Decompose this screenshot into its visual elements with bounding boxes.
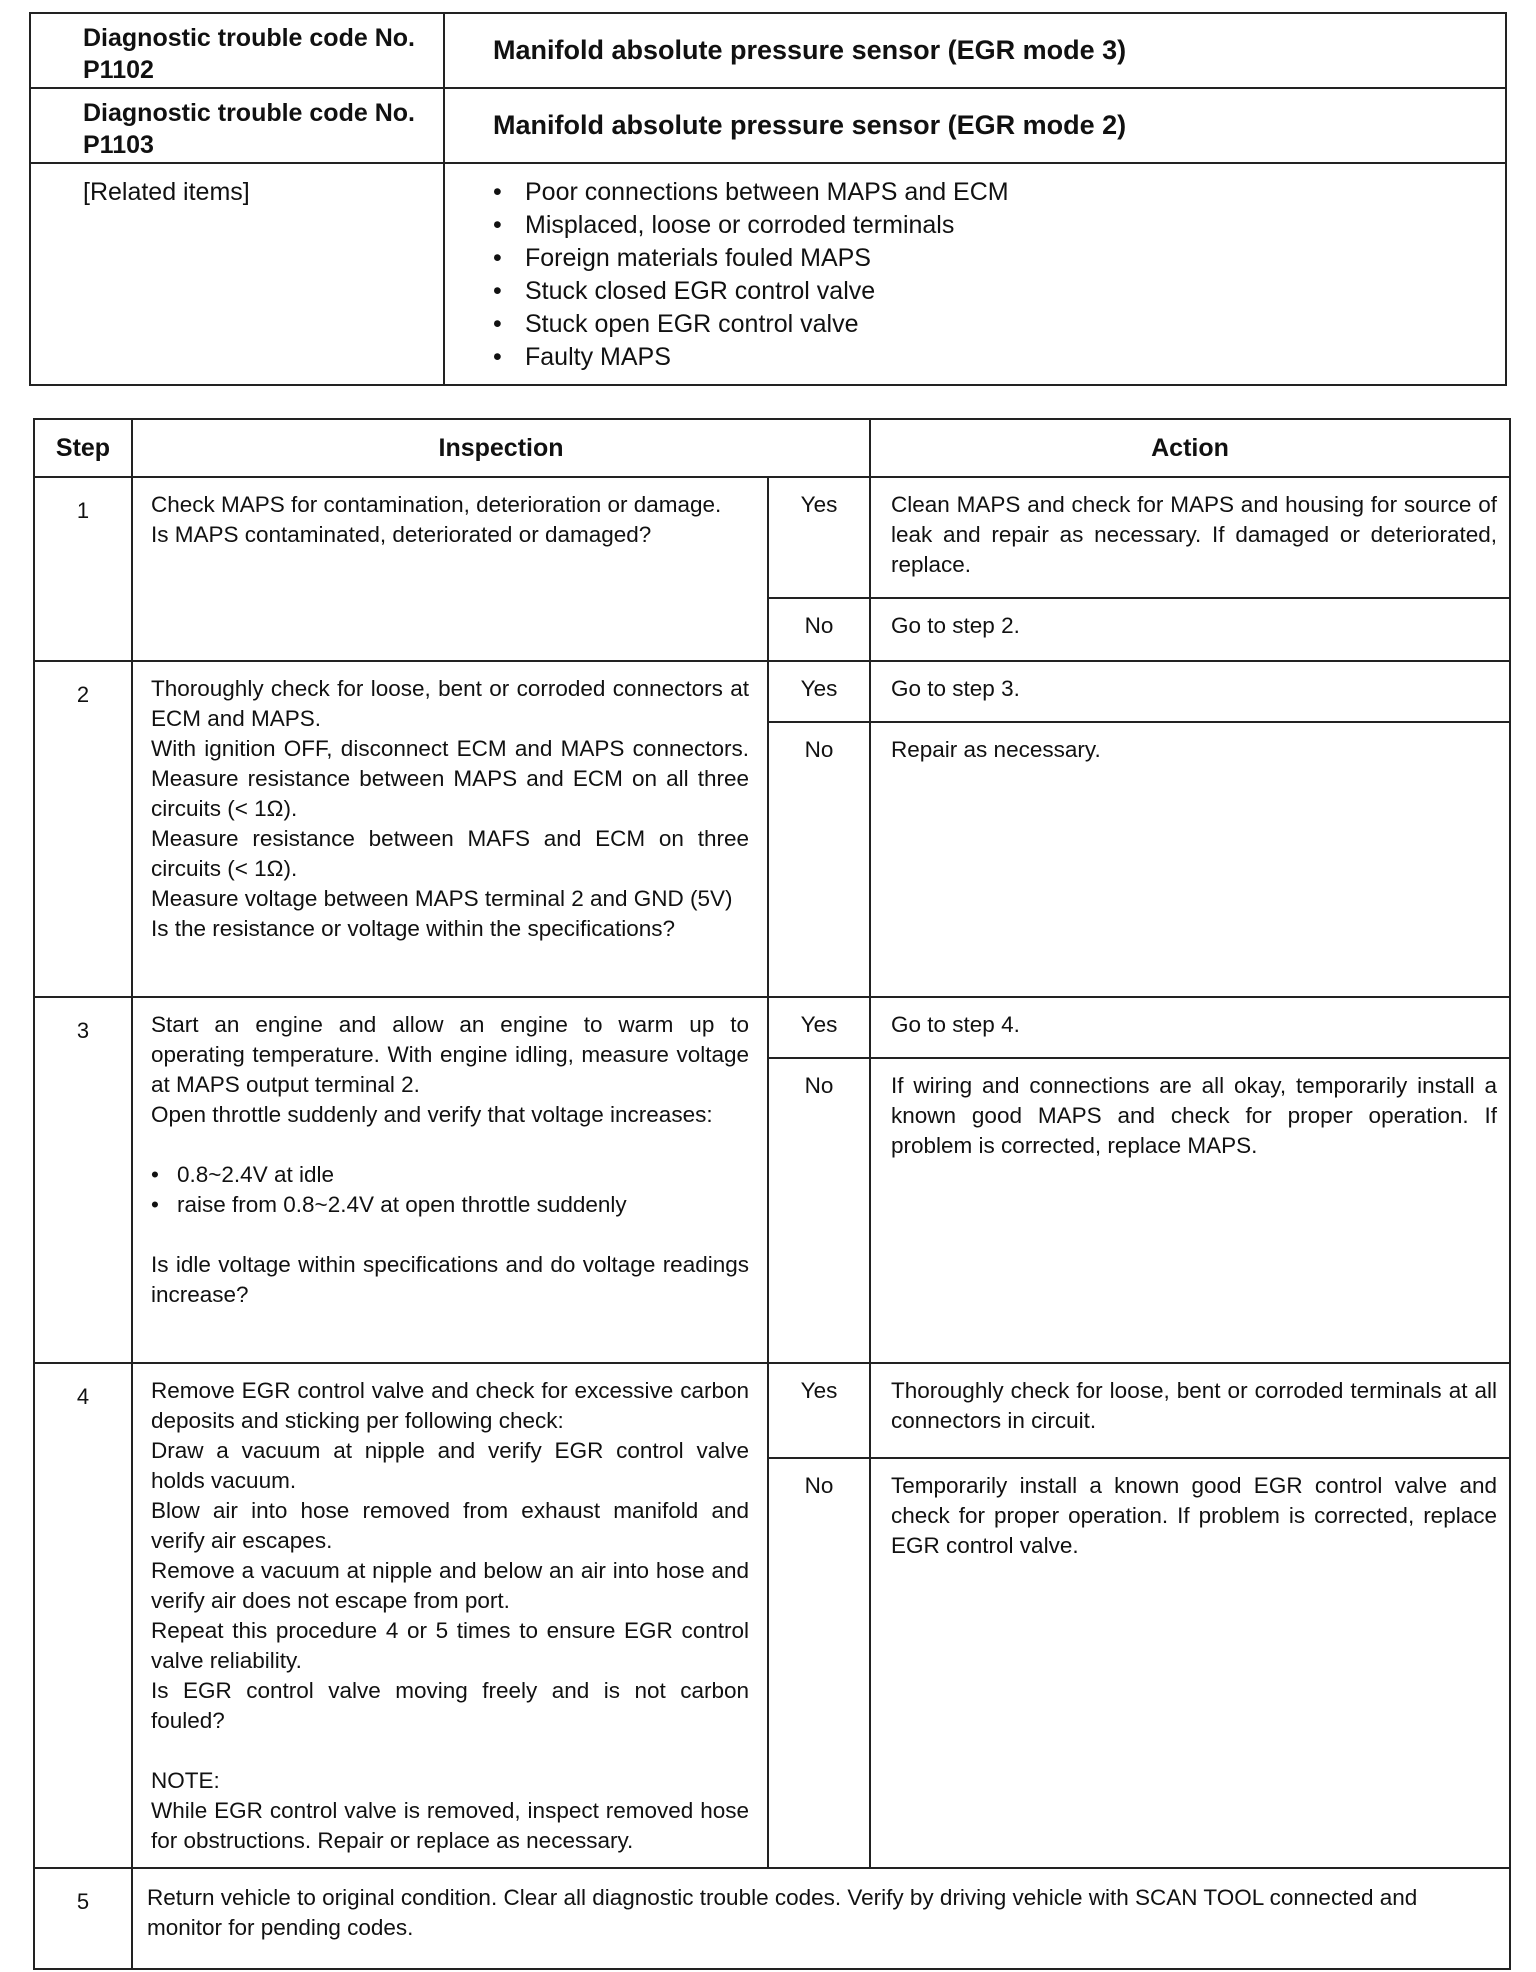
dtc-title: Manifold absolute pressure sensor (EGR mode 2)	[444, 88, 1506, 163]
inspection-question: Is idle voltage within specifications and do voltage readings increase?	[151, 1252, 749, 1307]
step-number: 3	[34, 997, 132, 1363]
inspection-text	[132, 1363, 768, 1868]
related-item: • Stuck closed EGR control valve	[493, 275, 1505, 308]
dtc-code-label: Diagnostic trouble code No. P1103	[30, 88, 444, 163]
yes-label: Yes	[768, 661, 870, 722]
related-item: • Misplaced, loose or corroded terminals	[493, 209, 1505, 242]
step-number: 1	[34, 477, 132, 661]
related-item: • Stuck open EGR control valve	[493, 308, 1505, 341]
dtc-code-label: Diagnostic trouble code No. P1102	[30, 13, 444, 88]
related-item: • Poor connections between MAPS and ECM	[493, 176, 1505, 209]
related-items-row	[30, 163, 1506, 385]
note-text: While EGR control valve is removed, inspect removed hose for obstructions. Repair or replace as necessary.	[151, 1798, 749, 1853]
related-item: • Faulty MAPS	[493, 341, 1505, 374]
action-column-header: Action	[870, 419, 1510, 477]
yes-label: Yes	[768, 997, 870, 1058]
no-action: If wiring and connections are all okay, temporarily install a known good MAPS and check for proper operation. If problem is corrected, replace MAPS.	[870, 1058, 1510, 1363]
note-label: NOTE:	[151, 1768, 220, 1793]
inspection-line: Repeat this procedure 4 or 5 times to ensure EGR control valve reliability.	[151, 1618, 749, 1673]
table-row	[34, 1363, 1510, 1458]
yes-action: Go to step 3.	[870, 661, 1510, 722]
inspection-line: Measure resistance between MAFS and ECM on three circuits (< 1Ω).	[151, 826, 749, 881]
step-number: 4	[34, 1363, 132, 1868]
final-step-text: Return vehicle to original condition. Clear all diagnostic trouble codes. Verify by driving vehicle with SCAN TOOL connected and monitor for pending codes.	[132, 1868, 1510, 1969]
inspection-line: Is MAPS contaminated, deteriorated or damaged?	[151, 522, 652, 547]
step-number: 5	[34, 1868, 132, 1969]
inspection-line: Is the resistance or voltage within the specifications?	[151, 916, 676, 941]
inspection-line: Remove EGR control valve and check for excessive carbon deposits and sticking per following check:	[151, 1378, 749, 1433]
inspection-text	[132, 661, 768, 997]
table-row	[34, 661, 1510, 722]
dtc-header-table	[29, 12, 1507, 386]
related-items-cell	[444, 163, 1506, 385]
inspection-line: Open throttle suddenly and verify that voltage increases:	[151, 1102, 713, 1127]
inspection-text	[132, 477, 768, 661]
dtc-row	[30, 88, 1506, 163]
inspection-line: Blow air into hose removed from exhaust manifold and verify air escapes.	[151, 1498, 749, 1553]
step-column-header: Step	[34, 419, 132, 477]
inspection-line: Remove a vacuum at nipple and below an air into hose and verify air does not escape from port.	[151, 1558, 749, 1613]
yes-action: Clean MAPS and check for MAPS and housing for source of leak and repair as necessary. If damaged or deteriorated, replace.	[870, 477, 1510, 598]
table-row	[34, 477, 1510, 598]
step-number: 2	[34, 661, 132, 997]
inspection-line: Start an engine and allow an engine to warm up to operating temperature. With engine idling, measure voltage at MAPS output terminal 2.	[151, 1012, 749, 1097]
yes-label: Yes	[768, 1363, 870, 1458]
no-label: No	[768, 598, 870, 661]
inspection-line: Measure voltage between MAPS terminal 2 and GND (5V)	[151, 886, 733, 911]
no-action: Repair as necessary.	[870, 722, 1510, 997]
related-items-list	[493, 176, 1505, 374]
no-label: No	[768, 722, 870, 997]
voltage-spec-list	[151, 1160, 749, 1220]
list-item: • 0.8~2.4V at idle	[151, 1160, 749, 1190]
inspection-line: With ignition OFF, disconnect ECM and MAPS connectors. Measure resistance between MAPS and ECM on all three circuits (< 1Ω).	[151, 736, 749, 821]
no-action: Temporarily install a known good EGR control valve and check for proper operation. If problem is corrected, replace EGR control valve.	[870, 1458, 1510, 1868]
no-action: Go to step 2.	[870, 598, 1510, 661]
related-items-label: [Related items]	[30, 163, 444, 385]
no-label: No	[768, 1058, 870, 1363]
table-header-row	[34, 419, 1510, 477]
yes-action: Go to step 4.	[870, 997, 1510, 1058]
related-item: • Foreign materials fouled MAPS	[493, 242, 1505, 275]
inspection-text	[132, 997, 768, 1363]
inspection-line: Draw a vacuum at nipple and verify EGR control valve holds vacuum.	[151, 1438, 749, 1493]
table-row	[34, 1868, 1510, 1969]
dtc-title: Manifold absolute pressure sensor (EGR mode 3)	[444, 13, 1506, 88]
inspection-column-header: Inspection	[132, 419, 870, 477]
no-label: No	[768, 1458, 870, 1868]
list-item: • raise from 0.8~2.4V at open throttle suddenly	[151, 1190, 749, 1220]
yes-label: Yes	[768, 477, 870, 598]
inspection-line: Thoroughly check for loose, bent or corroded connectors at ECM and MAPS.	[151, 676, 749, 731]
yes-action: Thoroughly check for loose, bent or corroded terminals at all connectors in circuit.	[870, 1363, 1510, 1458]
inspection-line: Is EGR control valve moving freely and is not carbon fouled?	[151, 1678, 749, 1733]
inspection-procedure-table	[33, 418, 1511, 1970]
dtc-row	[30, 13, 1506, 88]
inspection-line: Check MAPS for contamination, deterioration or damage.	[151, 492, 722, 517]
table-row	[34, 997, 1510, 1058]
